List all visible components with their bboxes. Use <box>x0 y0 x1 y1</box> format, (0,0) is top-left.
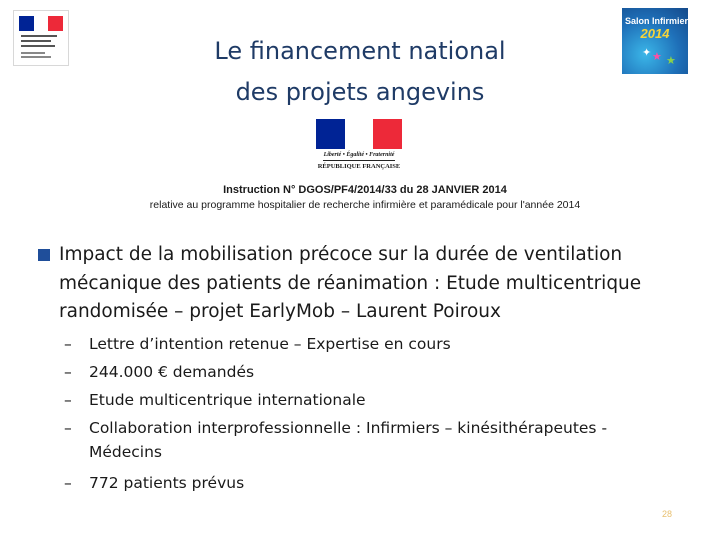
marianne-name: RÉPUBLIQUE FRANÇAISE <box>317 163 401 170</box>
main-bullet-text <box>59 241 679 327</box>
ministry-logo <box>13 10 69 66</box>
instruction-subtitle: relative au programme hospitalier de recherche infirmière et paramédicale pour l'année 2014 <box>149 199 581 211</box>
sub-item-text: Etude multicentrique internationale <box>89 391 366 409</box>
marianne-motto: Liberté • Égalité • Fraternité <box>323 152 395 158</box>
title-line-2: des projets angevins <box>235 78 485 106</box>
star-icon: ✦ <box>642 47 652 59</box>
sub-item-text: Lettre d’intention retenue – Expertise en cours <box>89 335 451 353</box>
instruction-reference <box>100 183 630 213</box>
slide-title <box>150 31 570 113</box>
instruction-title: Instruction N° DGOS/PF4/2014/33 du 28 JANVIER 2014 <box>223 184 507 196</box>
sub-item-text: 772 patients prévus <box>89 474 245 492</box>
dash-icon: – <box>64 391 72 409</box>
dash-icon: – <box>64 474 72 492</box>
sub-item-text-continued: Médecins <box>89 443 163 461</box>
salon-logo-year: 2014 <box>640 26 670 41</box>
dash-icon: – <box>64 335 72 353</box>
title-line-1: Le financement national <box>214 37 506 65</box>
page-number: 28 <box>662 509 673 519</box>
sub-item-text: 244.000 € demandés <box>89 363 255 381</box>
star-icon: ★ <box>652 51 662 63</box>
dash-icon: – <box>64 419 72 437</box>
flag-icon <box>19 16 63 31</box>
bullet-line: randomisée – projet EarlyMob – Laurent Poiroux <box>59 301 501 322</box>
bullet-square-icon <box>38 249 50 261</box>
divider <box>323 160 395 161</box>
marianne-profile-icon <box>346 123 372 147</box>
salon-infirmier-logo <box>622 8 688 74</box>
star-icon: ★ <box>666 55 676 67</box>
marianne-logo <box>313 117 405 177</box>
bullet-line: Impact de la mobilisation précoce sur la durée de ventilation <box>59 244 623 265</box>
bullet-line: mécanique des patients de réanimation : Etude multicentrique <box>59 272 642 294</box>
sub-item-text: Collaboration interprofessionnelle : Infirmiers – kinésithérapeutes - <box>89 419 608 437</box>
dash-icon: – <box>64 363 72 381</box>
salon-logo-name: Salon Infirmier <box>625 16 689 26</box>
